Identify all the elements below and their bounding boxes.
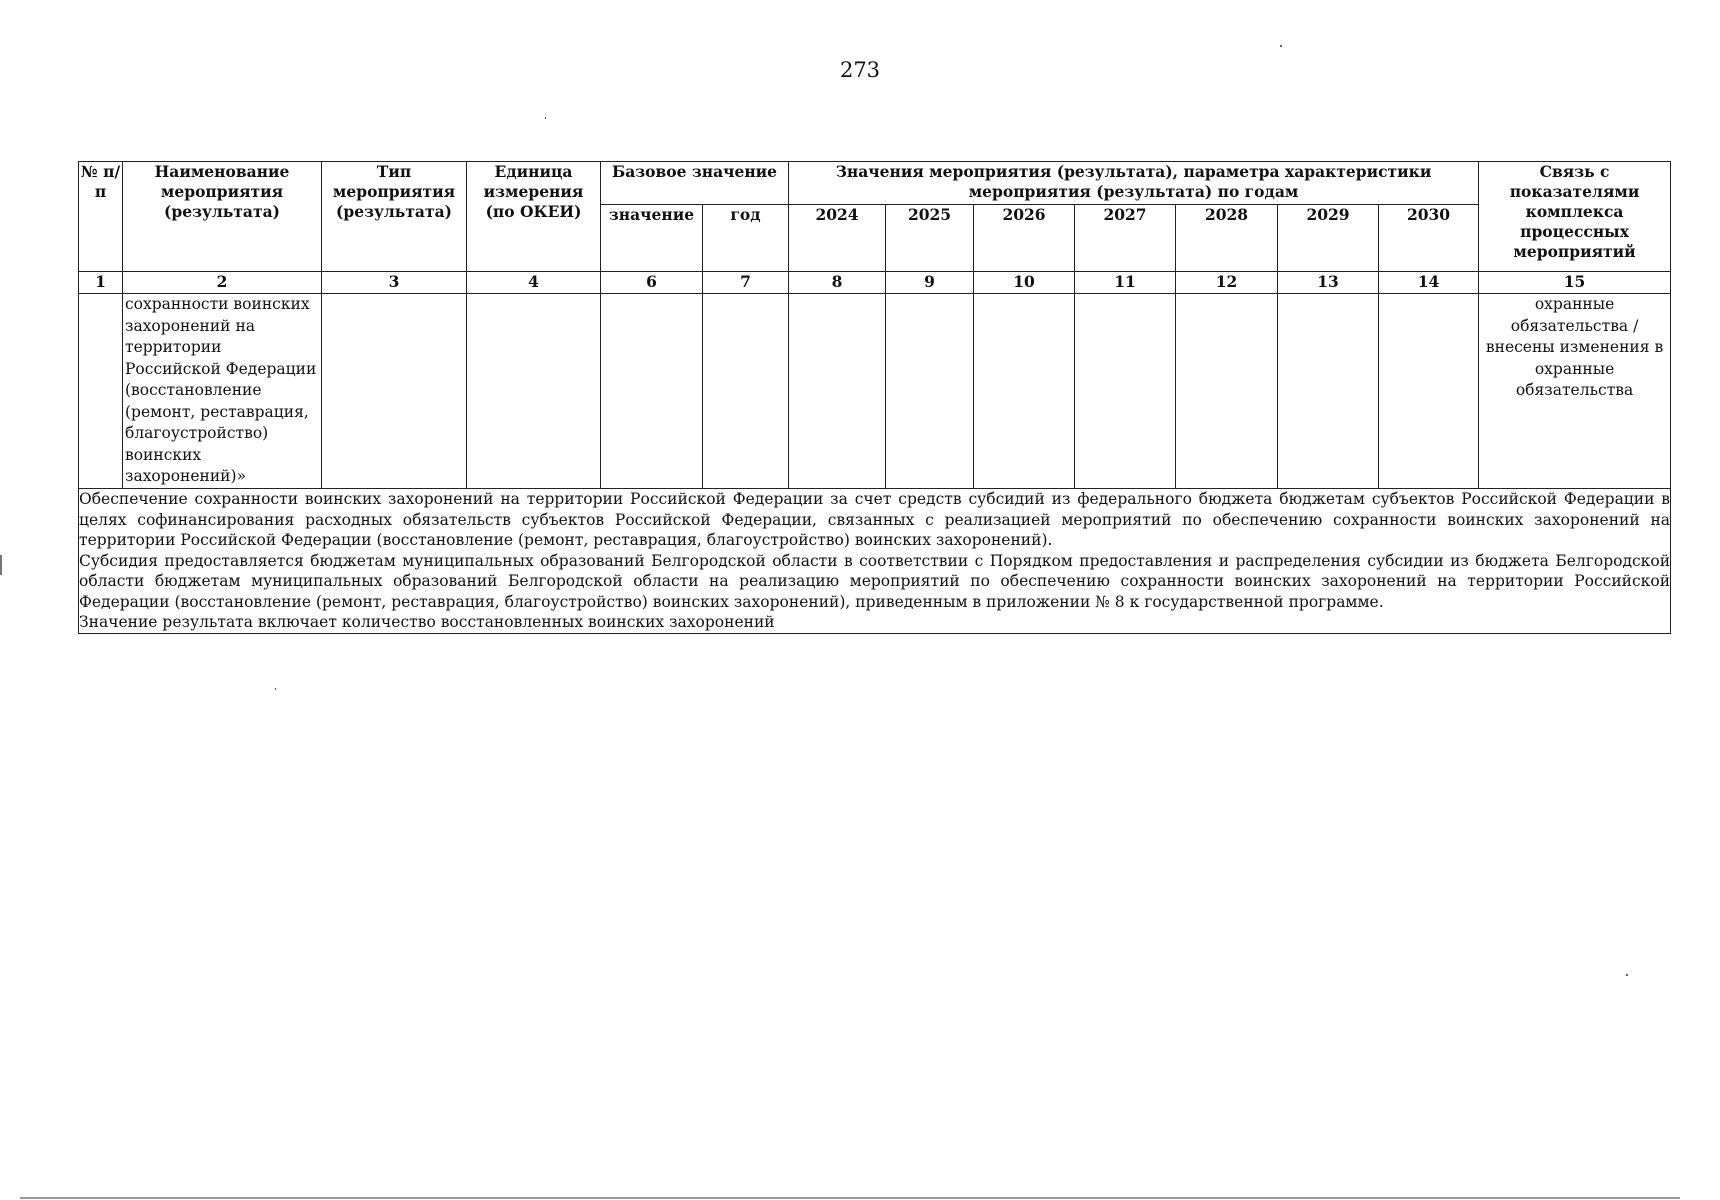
cell-2024 <box>789 294 886 489</box>
column-number: 14 <box>1379 272 1479 294</box>
column-number: 2 <box>123 272 322 294</box>
header-year-2026: 2026 <box>974 205 1075 272</box>
scan-speck <box>275 688 276 690</box>
cell-2026 <box>974 294 1075 489</box>
cell-unit <box>467 294 601 489</box>
scan-edge <box>0 555 2 575</box>
cell-type <box>322 294 467 489</box>
header-year-2024: 2024 <box>789 205 886 272</box>
header-year-2028: 2028 <box>1176 205 1278 272</box>
column-number: 8 <box>789 272 886 294</box>
header-base: Базовое значение <box>601 162 789 205</box>
column-number: 3 <box>322 272 467 294</box>
column-numbers-row <box>79 272 1671 294</box>
header-name: Наименование мероприятия (результата) <box>123 162 322 272</box>
cell-base-year <box>703 294 789 489</box>
column-number: 15 <box>1479 272 1671 294</box>
column-number: 4 <box>467 272 601 294</box>
header-base-year: год <box>703 205 789 272</box>
cell-2030 <box>1379 294 1479 489</box>
cell-2027 <box>1075 294 1176 489</box>
scan-edge <box>20 1197 1680 1199</box>
cell-2029 <box>1278 294 1379 489</box>
column-number: 11 <box>1075 272 1176 294</box>
header-link: Связь с показателями комплекса процессных мероприятий <box>1479 162 1671 272</box>
header-unit: Единица измерения (по ОКЕИ) <box>467 162 601 272</box>
header-year-2029: 2029 <box>1278 205 1379 272</box>
column-number: 12 <box>1176 272 1278 294</box>
header-type: Тип мероприятия (результата) <box>322 162 467 272</box>
header-num: № п/п <box>79 162 123 272</box>
header-values-by-year: Значения мероприятия (результата), параметра характеристики мероприятия (результата) по годам <box>789 162 1479 205</box>
description-paragraph: Значение результата включает количество восстановленных воинских захоронений <box>79 613 775 631</box>
header-year-2025: 2025 <box>886 205 974 272</box>
scan-speck <box>1626 974 1628 976</box>
cell-link: охранные обязательства / внесены изменения в охранные обязательства <box>1479 294 1671 489</box>
cell-name: сохранности воинских захоронений на территории Российской Федерации (восстановление (ремонт, реставрация, благоустройство) воинских захоронений)» <box>123 294 322 489</box>
cell-2028 <box>1176 294 1278 489</box>
cell-num <box>79 294 123 489</box>
table-row <box>79 294 1671 489</box>
header-base-value: значение <box>601 205 703 272</box>
cell-2025 <box>886 294 974 489</box>
header-year-2027: 2027 <box>1075 205 1176 272</box>
column-number: 7 <box>703 272 789 294</box>
column-number: 1 <box>79 272 123 294</box>
scan-speck <box>545 117 546 119</box>
description-paragraph: Обеспечение сохранности воинских захоронений на территории Российской Федерации за счет средств субсидий из федерального бюджета бюджетам субъектов Российской Федерации в целях софинансирования расходных обязательств субъектов Российской Федерации, связанных с реализацией мероприятий по обеспечению сохранности воинских захоронений на территории Российской Федерации (восстановление (ремонт, реставрация, благоустройство) воинских захоронений). <box>79 490 1671 549</box>
cell-base-value <box>601 294 703 489</box>
header-year-2030: 2030 <box>1379 205 1479 272</box>
description-paragraph: Субсидия предоставляется бюджетам муниципальных образований Белгородской области в соответствии с Порядком предоставления и распределения субсидии из бюджета Белгородской области бюджетам муниципальных образований Белгородской области на реализацию мероприятий по обеспечению сохранности воинских захоронений на территории Российской Федерации (восстановление (ремонт, реставрация, благоустройство) воинских захоронений), приведенным в приложении № 8 к государственной программе. <box>79 551 1671 611</box>
description-row <box>79 489 1671 634</box>
scan-speck <box>1280 45 1282 47</box>
page-number: 273 <box>839 58 881 82</box>
description-cell <box>79 489 1671 634</box>
column-number: 9 <box>886 272 974 294</box>
column-number: 13 <box>1278 272 1379 294</box>
results-table <box>78 161 1671 634</box>
column-number: 6 <box>601 272 703 294</box>
column-number: 10 <box>974 272 1075 294</box>
